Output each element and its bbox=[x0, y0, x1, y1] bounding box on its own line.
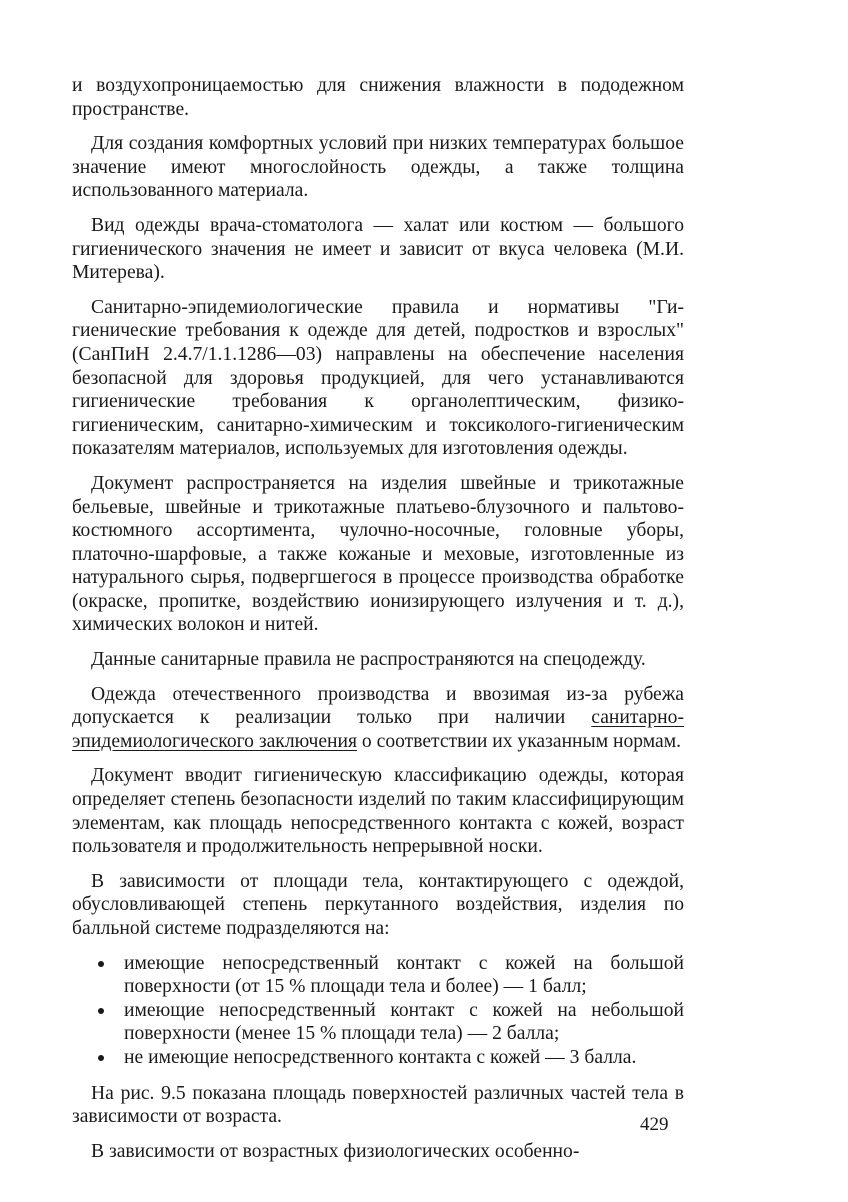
paragraph-comfort: Для создания комфортных условий при низких температурах большое значение имеют многослойность одежды, а также толщина использованного материала. bbox=[72, 133, 684, 202]
paragraph-classification: Документ вводит гигиеническую классификацию одежды, которая определяет степень безопасности изделий по таким классифицирующим элементам, как площадь непосредственного контакта с кожей, возраст пользователя и продолжительность непрерывной носки. bbox=[72, 765, 684, 858]
list-item-text: имеющие непосредственный контакт с кожей на небольшой поверхности (менее 15 % площади тела) — 2 балла; bbox=[124, 999, 684, 1045]
paragraph-sanpin: Санитарно-эпидемиологические правила и нормативы "Гигиенические требования к одежде для детей, подростков и взрослых" (СанПиН 2.4.7/1.1.1286—03) направлены на обеспечение населения безопасной для здоровья продукцией, для чего устанавливаются гигиенические требования к органолептическим, физико-гигиеническим, санитарно-химическим и токсиколого-гигиеническим показателям материалов, используемых для изготовления одежды. bbox=[72, 296, 684, 460]
bullet-dot-icon bbox=[98, 961, 104, 967]
list-item-text: имеющие непосредственный контакт с кожей на большой поверхности (от 15 % площади тела и более) — 1 балл; bbox=[124, 952, 684, 998]
paragraph-dentist-clothing: Вид одежды врача-стоматолога — халат или костюм — большого гигиенического значения не имеет и зависит от вкуса человека (М.И. Митерева). bbox=[72, 214, 684, 284]
page-number: 429 bbox=[640, 1114, 669, 1135]
paragraph-body-area: В зависимости от площади тела, контактирующего с одеждой, обусловливающей степень перкутанного воздействия, изделия по балльной системе подразделяются на: bbox=[72, 870, 684, 939]
paragraph-figure-ref: На рис. 9.5 показана площадь поверхностей различных частей тела в зависимости от возраста. bbox=[72, 1082, 684, 1128]
paragraph-scope: Документ распространяется на изделия швейные и трикотажные бельевые, швейные и трикотажные платьево-блузочного и пальтово-костюмного ассортимента, чулочно-носочные, головные уборы, платочно-шарфовые, а также кожаные и меховые, изготовленные из натурального сырья, подвергшегося в процессе производства обработке (окраске, пропитке, воздействию ионизирующего излучения и т. д.), химических волокон и нитей. bbox=[72, 472, 684, 636]
paragraph-import bbox=[72, 683, 684, 754]
list-item-text: не имеющие непосредственного контакта с кожей — 3 балла. bbox=[124, 1046, 637, 1068]
paragraph-import-before: Одежда отечественного производства и ввозимая из-за рубежа допускается к реализации только при наличии bbox=[72, 683, 684, 729]
bullet-dot-icon bbox=[98, 1008, 104, 1014]
bullet-dot-icon bbox=[98, 1055, 104, 1061]
score-list bbox=[72, 952, 684, 1070]
list-item bbox=[124, 952, 684, 999]
page-body bbox=[72, 74, 684, 1174]
list-item bbox=[124, 999, 684, 1046]
list-item bbox=[124, 1046, 684, 1070]
paragraph-import-after: о соответствии их указанным нормам. bbox=[357, 730, 682, 752]
paragraph-age: В зависимости от возрастных физиологических особенно- bbox=[91, 1140, 580, 1162]
paragraph-continuation: и воздухопроницаемостью для снижения влажности в пододежном пространстве. bbox=[72, 75, 684, 120]
paragraph-workwear: Данные санитарные правила не распространяются на спецодежду. bbox=[91, 649, 646, 671]
sanitary-conclusion-link[interactable]: санитарно-эпидемиологического заключения bbox=[72, 707, 684, 752]
